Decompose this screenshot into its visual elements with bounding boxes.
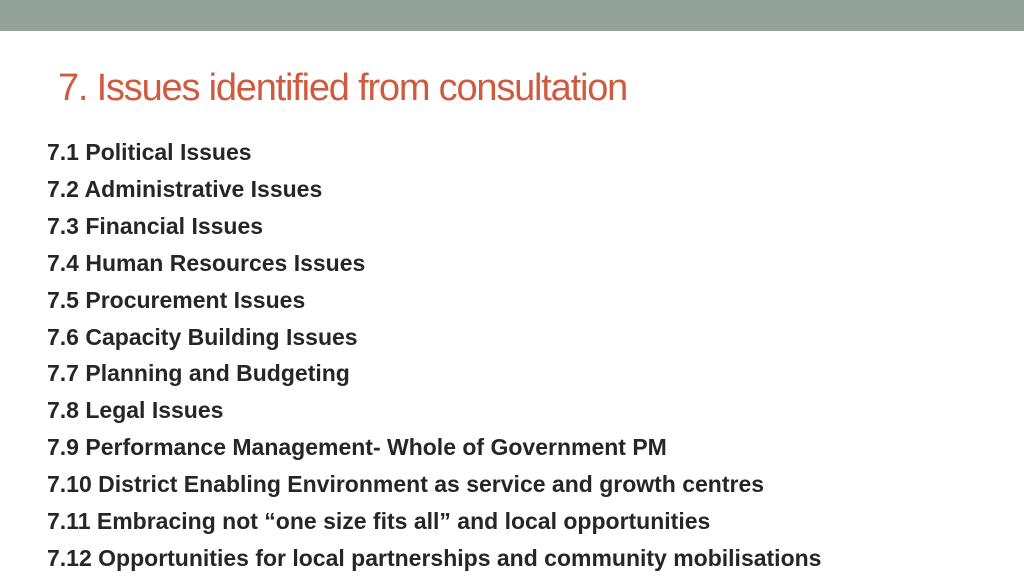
list-item: 7.5 Procurement Issues	[47, 286, 306, 313]
issues-list	[47, 134, 821, 577]
list-item: 7.6 Capacity Building Issues	[47, 323, 358, 350]
list-item: 7.7 Planning and Budgeting	[47, 360, 350, 387]
list-item: 7.12 Opportunities for local partnerships and community mobilisations	[47, 544, 822, 571]
list-item: 7.9 Performance Management- Whole of Government PM	[47, 434, 667, 461]
list-item: 7.11 Embracing not “one size fits all” and local opportunities	[47, 508, 711, 535]
slide-title: 7. Issues identified from consultation	[58, 67, 628, 109]
list-item: 7.8 Legal Issues	[47, 397, 224, 424]
list-item: 7.10 District Enabling Environment as service and growth centres	[47, 471, 765, 498]
list-item: 7.2 Administrative Issues	[47, 175, 323, 202]
list-item: 7.4 Human Resources Issues	[47, 249, 366, 276]
list-item: 7.3 Financial Issues	[47, 212, 264, 239]
top-accent-bar	[0, 0, 1024, 31]
list-item: 7.1 Political Issues	[47, 139, 252, 165]
